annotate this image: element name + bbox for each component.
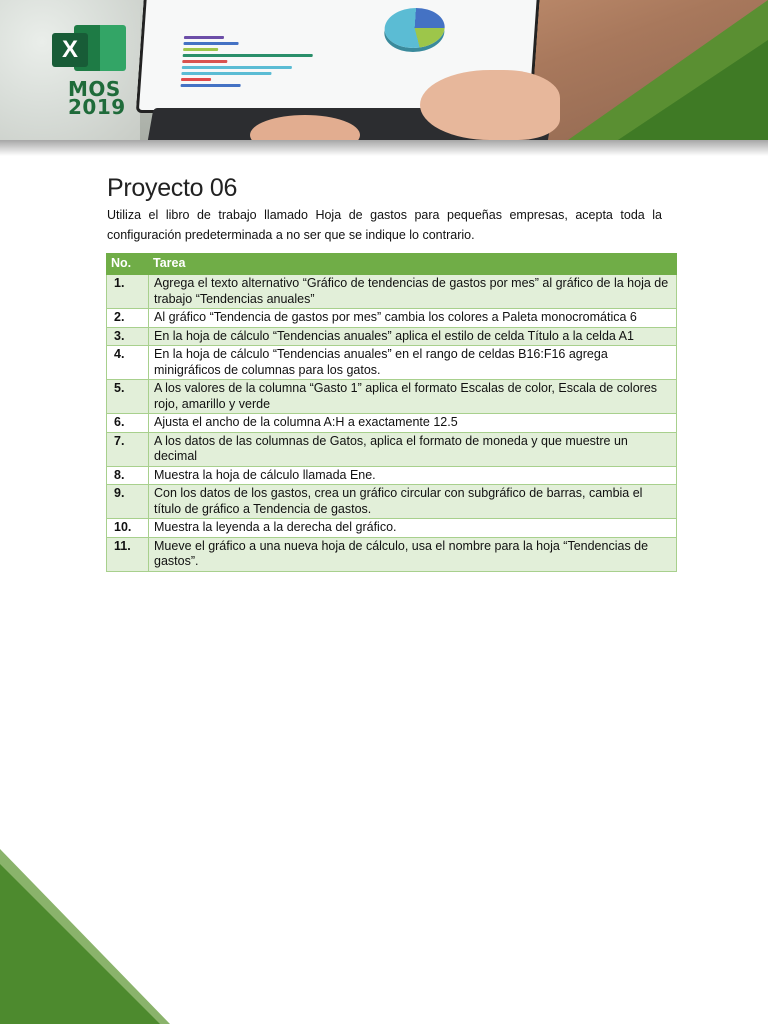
task-number: 11.: [107, 537, 149, 571]
table-row: [107, 466, 677, 485]
column-header-task: Tarea: [149, 254, 677, 275]
task-number: 7.: [107, 432, 149, 466]
table-row: [107, 432, 677, 466]
task-text: Mueve el gráfico a una nueva hoja de cálculo, usa el nombre para la hoja “Tendencias de gastos”.: [149, 537, 677, 571]
table-row: [107, 309, 677, 328]
excel-logo-letter: X: [52, 33, 88, 67]
table-row: [107, 519, 677, 538]
task-text: A los valores de la columna “Gasto 1” aplica el formato Escalas de color, Escala de colores rojo, amarillo y verde: [149, 380, 677, 414]
task-text: Con los datos de los gastos, crea un gráfico circular con subgráfico de barras, cambia el título de gráfico a Tendencia de gastos.: [149, 485, 677, 519]
banner-shadow: [0, 140, 768, 156]
mos-logo-line1: MOS: [68, 77, 121, 101]
task-text: Ajusta el ancho de la columna A:H a exactamente 12.5: [149, 414, 677, 433]
task-text: En la hoja de cálculo “Tendencias anuales” aplica el estilo de celda Título a la celda A1: [149, 327, 677, 346]
task-number: 9.: [107, 485, 149, 519]
screen-bar-chart: [180, 32, 354, 92]
task-number: 5.: [107, 380, 149, 414]
table-row: [107, 327, 677, 346]
task-text: Agrega el texto alternativo “Gráfico de tendencias de gastos por mes” al gráfico de la hoja de trabajo “Tendencias anuales”: [149, 275, 677, 309]
header-banner: [0, 0, 768, 140]
banner-green-accent: [618, 40, 768, 140]
task-text: Muestra la leyenda a la derecha del gráfico.: [149, 519, 677, 538]
task-number: 1.: [107, 275, 149, 309]
table-header-row: [107, 254, 677, 275]
page-title: Proyecto 06: [107, 174, 238, 202]
excel-logo-icon: [52, 25, 128, 73]
task-number: 8.: [107, 466, 149, 485]
mos-logo: [68, 77, 126, 119]
task-number: 2.: [107, 309, 149, 328]
corner-decoration: [0, 864, 160, 1024]
table-row: [107, 380, 677, 414]
column-header-no: No.: [107, 254, 149, 275]
task-number: 10.: [107, 519, 149, 538]
task-text: Muestra la hoja de cálculo llamada Ene.: [149, 466, 677, 485]
mos-logo-line2: 2019: [68, 95, 126, 119]
tasks-table: [106, 253, 677, 572]
task-number: 4.: [107, 346, 149, 380]
task-text: Al gráfico “Tendencia de gastos por mes” cambia los colores a Paleta monocromática 6: [149, 309, 677, 328]
table-row: [107, 485, 677, 519]
intro-paragraph: Utiliza el libro de trabajo llamado Hoja de gastos para pequeñas empresas, acepta toda la configuración predeterminada a no ser que se indique lo contrario.: [107, 208, 662, 242]
task-text: En la hoja de cálculo “Tendencias anuales” en el rango de celdas B16:F16 agrega minigráficos de columnas para los gatos.: [149, 346, 677, 380]
task-text: A los datos de las columnas de Gatos, aplica el formato de moneda y que muestre un decimal: [149, 432, 677, 466]
hand-image: [420, 70, 560, 140]
table-row: [107, 537, 677, 571]
table-row: [107, 414, 677, 433]
task-number: 3.: [107, 327, 149, 346]
screen-pie-chart: [383, 8, 446, 48]
table-row: [107, 275, 677, 309]
task-number: 6.: [107, 414, 149, 433]
table-row: [107, 346, 677, 380]
